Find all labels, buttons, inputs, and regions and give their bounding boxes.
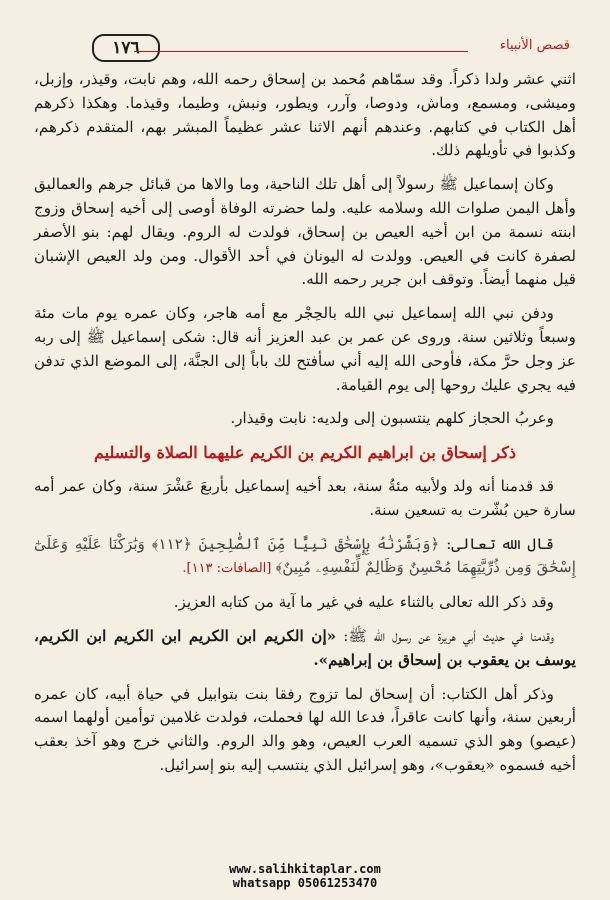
page-header (22, 34, 578, 60)
paragraph: وذكر أهل الكتاب: أن إسحاق لما تزوج رفقا بنت بتوابيل في حياة أبيه، كان عمره أربعين سنة، وأنها كانت عاقراً، فدعا الله لها فحملت، فولدت غلامين توأمين أولهما اسمه (عيصو) وهو الذي تسميه العرب العيص، وهو والد الروم. والثاني خرج وهو آخذ بعقب أخيه فسموه «يعقوب»، وهو إسرائيل الذي ينتسب إليه بنو إسرائيل. (34, 684, 576, 774)
paragraph: وعربُ الحجاز كلهم ينتسبون إلى ولديه: نابت وقيذار. (230, 409, 554, 428)
header-rule (134, 51, 468, 52)
page-body (34, 68, 576, 788)
page-number: ١٧٦ (92, 34, 160, 62)
quran-verse: ﴿وَبَشَّرْنَٰهُ بِإِسْحَٰقَ نَبِيًّا مِّنَ ٱلصَّٰلِحِينَ ﴿١١٢﴾ وَبَٰرَكْنَا عَلَيْهِ وَعَلَىٰٓ إِسْحَٰقَ وَمِن ذُرِّيَّتِهِمَا مُحْسِنٌ وَظَالِمٌ لِّنَفْسِهِۦ مُبِينٌ﴾ (34, 534, 576, 577)
section-title: ذكر إسحاق بن ابراهيم الكريم بن الكريم عليهما الصلاة والتسليم (94, 443, 516, 463)
quran-reference: [الصافات: ١١٣]. (182, 561, 276, 577)
paragraph-quran (34, 533, 576, 582)
paragraph: وقد ذكر الله تعالى بالثناء عليه في غير ما آية من كتابه العزيز. (173, 593, 554, 612)
paragraph: وكان إسماعيل ﷺ رسولاً إلى أهل تلك الناحية، وما والاها من قبائل جرهم والعماليق وأهل اليمن صلوات الله وسلامه عليه. ولما حضرته الوفاة أوصى إلى أخيه إسحاق وزوج ابنته نسمة من ابن أخيه العيص بن إسحاق، فولدت له الروم. ويقال لهم: بنو الأصفر لصفرة كانت في العيص. وولدت له اليونان في أحد الأقوال. ومن ولد العيص الإشبان قيل منهما أيضاً. وتوقف ابن جرير رحمه الله. (34, 175, 576, 289)
whatsapp-text: whatsapp 05061253470 (232, 876, 378, 890)
hadith-intro: وقدمنا في حديث أبي هريرة عن رسول الله ﷺ: (336, 626, 554, 645)
paragraph: قد قدمنا أنه ولد ولأبيه مئةُ سنة، بعد أخيه إسماعيل بأربعَ عَشْرَ سنة، وكان عمر أمه سارة حين بُشّرت به تسعين سنة. (34, 476, 576, 519)
paragraph: اثني عشر ولدا ذكراً. وقد سمّاهم مُحمد بن إسحاق رحمه الله، وهم نابت، وقيذر، وإزبل، وميشى، ومسمع، وماش، ودوصا، وآرر، ويطور، ونبش، وطيما، وقيذما. وهكذا ذكرهم أهل الكتاب في كتابهم. وعندهم أنهم الاثنا عشر عظيماً المبشر بهم، المتقدم ذكرهم، وكذبوا في تأويلهم ذلك. (34, 70, 576, 160)
paragraph: ودفن نبي الله إسماعيل نبي الله بالحِجْر مع أمه هاجر، وكان عمره يوم مات مئة وسبعاً وثلاثين سنة. وروى عن عمر بن عبد العزيز أنه قال: شكى إسماعيل ﷺ إلى ربه عز وجل حرَّ مكة، فأوحى الله إليه أني سأفتح لك باباً إلى الجنَّة، إلى الموضع الذي تدفن فيه يجري عليك روحها إلى يوم القيامة. (34, 304, 576, 394)
paragraph-hadith (34, 625, 576, 673)
hadith-text: «إن الكريم ابن الكريم ابن الكريم ابن الكريم، يوسف بن يعقوب بن إسحاق بن إبراهيم». (34, 626, 576, 669)
quran-intro: قال الله تعالى: (439, 534, 554, 553)
watermark-footer (0, 862, 610, 890)
book-title: قصص الأنبياء (499, 38, 570, 53)
website-text: www.salihkitaplar.com (229, 862, 381, 876)
